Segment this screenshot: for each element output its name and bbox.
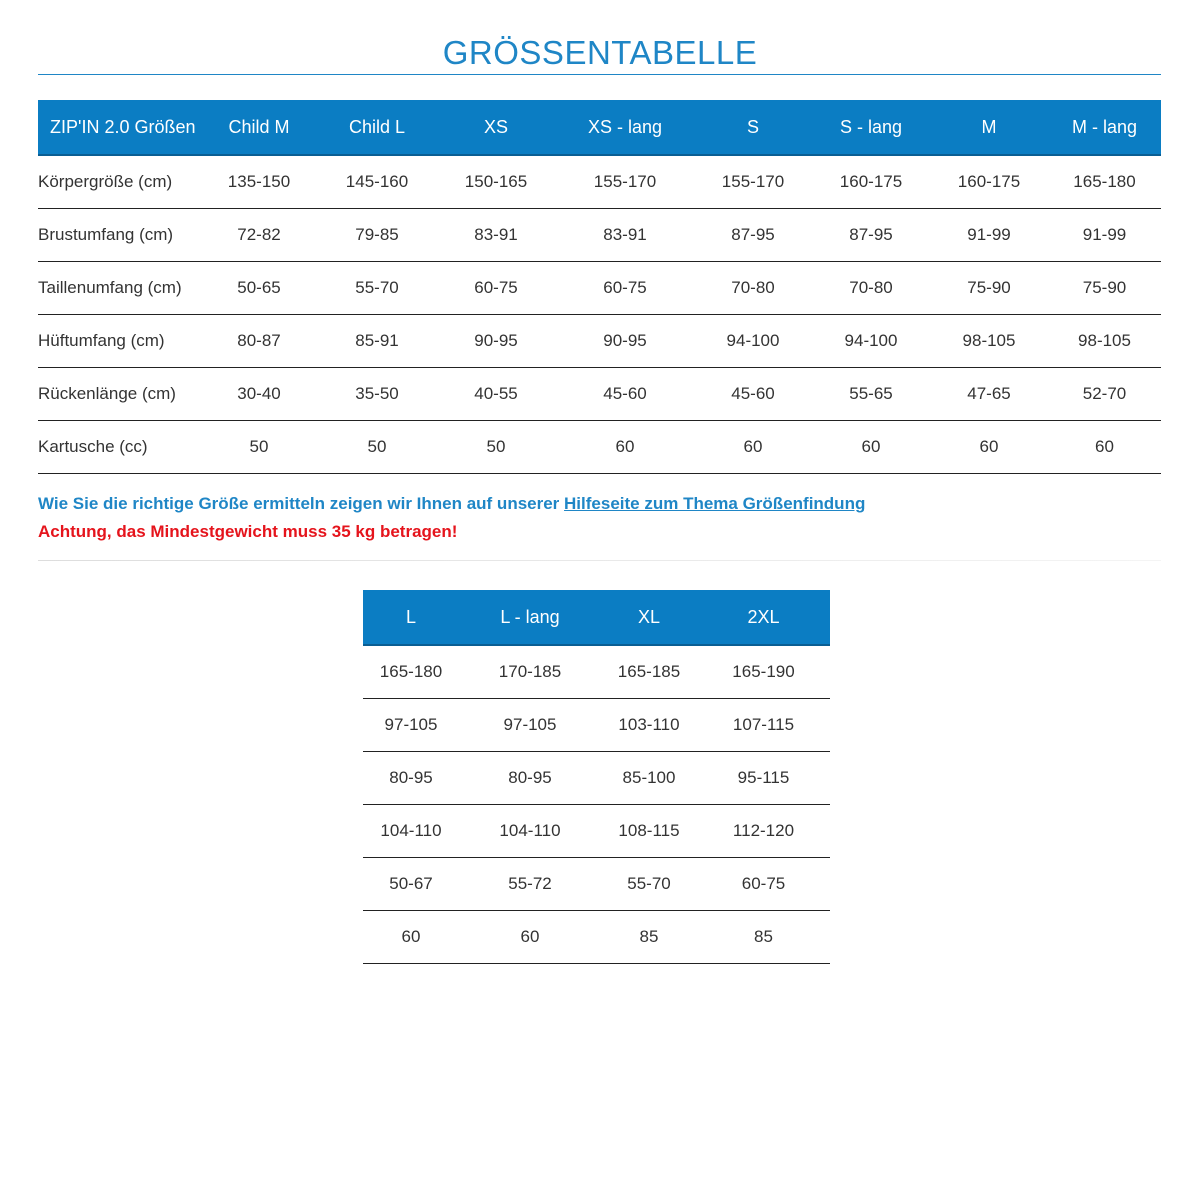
table-cell: 80-95 bbox=[459, 752, 601, 805]
table-cell: 83-91 bbox=[556, 209, 694, 262]
table-cell: 155-170 bbox=[556, 155, 694, 209]
table-cell: 112-120 bbox=[697, 805, 830, 858]
table-cell: 97-105 bbox=[459, 699, 601, 752]
table-cell: 80-87 bbox=[200, 315, 318, 368]
table-cell: 150-165 bbox=[436, 155, 556, 209]
table-cell: 60 bbox=[363, 911, 459, 964]
table-cell: 60-75 bbox=[697, 858, 830, 911]
table-cell: 35-50 bbox=[318, 368, 436, 421]
table-cell: 91-99 bbox=[930, 209, 1048, 262]
table-cell: 104-110 bbox=[459, 805, 601, 858]
table-cell: 85 bbox=[601, 911, 697, 964]
table-cell: 104-110 bbox=[363, 805, 459, 858]
header-cell: XS - lang bbox=[556, 100, 694, 155]
table-row bbox=[38, 209, 1161, 262]
page-title: GRÖSSENTABELLE bbox=[442, 34, 758, 71]
table-cell: 55-70 bbox=[601, 858, 697, 911]
table-cell: 97-105 bbox=[363, 699, 459, 752]
table-cell: 83-91 bbox=[436, 209, 556, 262]
table-cell: 60 bbox=[694, 421, 812, 474]
table-cell: 80-95 bbox=[363, 752, 459, 805]
table-row bbox=[38, 368, 1161, 421]
table-cell: 170-185 bbox=[459, 645, 601, 699]
size-table-large bbox=[363, 590, 830, 964]
table-cell: 90-95 bbox=[556, 315, 694, 368]
table-cell: 155-170 bbox=[694, 155, 812, 209]
help-text: Wie Sie die richtige Größe ermitteln zeigen wir Ihnen auf unserer bbox=[38, 494, 565, 513]
table-cell: 85-100 bbox=[601, 752, 697, 805]
table-cell: 94-100 bbox=[694, 315, 812, 368]
header-cell: M bbox=[930, 100, 1048, 155]
header-cell: L bbox=[363, 590, 459, 645]
table-cell: 87-95 bbox=[694, 209, 812, 262]
table-cell: 50-65 bbox=[200, 262, 318, 315]
header-cell: S bbox=[694, 100, 812, 155]
table-row bbox=[363, 699, 830, 752]
table-row bbox=[363, 752, 830, 805]
row-label: Brustumfang (cm) bbox=[38, 209, 200, 262]
table-cell: 75-90 bbox=[930, 262, 1048, 315]
table-cell: 45-60 bbox=[694, 368, 812, 421]
table-cell: 165-180 bbox=[1048, 155, 1161, 209]
table-cell: 135-150 bbox=[200, 155, 318, 209]
row-label: Hüftumfang (cm) bbox=[38, 315, 200, 368]
weight-warning: Achtung, das Mindestgewicht muss 35 kg betragen! bbox=[38, 522, 458, 541]
table-row bbox=[363, 911, 830, 964]
table-row bbox=[38, 155, 1161, 209]
header-cell: ZIP'IN 2.0 Größen bbox=[38, 100, 200, 155]
table-cell: 165-180 bbox=[363, 645, 459, 699]
table-row bbox=[363, 805, 830, 858]
table-cell: 95-115 bbox=[697, 752, 830, 805]
header-cell: XL bbox=[601, 590, 697, 645]
table-cell: 108-115 bbox=[601, 805, 697, 858]
help-link[interactable]: Hilfeseite zum Thema Größenfindung bbox=[564, 494, 866, 513]
header-cell: 2XL bbox=[697, 590, 830, 645]
table-cell: 87-95 bbox=[812, 209, 930, 262]
table-cell: 85-91 bbox=[318, 315, 436, 368]
table-cell: 98-105 bbox=[930, 315, 1048, 368]
header-cell: S - lang bbox=[812, 100, 930, 155]
header-cell: Child L bbox=[318, 100, 436, 155]
table-cell: 50-67 bbox=[363, 858, 459, 911]
table-cell: 70-80 bbox=[694, 262, 812, 315]
table-cell: 55-72 bbox=[459, 858, 601, 911]
table-cell: 40-55 bbox=[436, 368, 556, 421]
table-cell: 47-65 bbox=[930, 368, 1048, 421]
row-label: Taillenumfang (cm) bbox=[38, 262, 200, 315]
table-cell: 60 bbox=[556, 421, 694, 474]
table-cell: 52-70 bbox=[1048, 368, 1161, 421]
table-cell: 145-160 bbox=[318, 155, 436, 209]
row-label: Rückenlänge (cm) bbox=[38, 368, 200, 421]
table-cell: 60 bbox=[812, 421, 930, 474]
table-cell: 94-100 bbox=[812, 315, 930, 368]
row-label: Körpergröße (cm) bbox=[38, 155, 200, 209]
table-row bbox=[38, 262, 1161, 315]
table-cell: 60-75 bbox=[436, 262, 556, 315]
table-cell: 60 bbox=[1048, 421, 1161, 474]
table-cell: 72-82 bbox=[200, 209, 318, 262]
table-cell: 50 bbox=[200, 421, 318, 474]
table-cell: 45-60 bbox=[556, 368, 694, 421]
table-cell: 60-75 bbox=[556, 262, 694, 315]
table-cell: 107-115 bbox=[697, 699, 830, 752]
table-cell: 70-80 bbox=[812, 262, 930, 315]
table-cell: 165-190 bbox=[697, 645, 830, 699]
table-cell: 79-85 bbox=[318, 209, 436, 262]
table-cell: 165-185 bbox=[601, 645, 697, 699]
table-row bbox=[363, 858, 830, 911]
section-divider bbox=[38, 560, 1161, 561]
table-header-row bbox=[38, 100, 1161, 155]
table-cell: 85 bbox=[697, 911, 830, 964]
table-header-row bbox=[363, 590, 830, 645]
header-cell: XS bbox=[436, 100, 556, 155]
header-cell: M - lang bbox=[1048, 100, 1161, 155]
table-cell: 90-95 bbox=[436, 315, 556, 368]
table-cell: 50 bbox=[318, 421, 436, 474]
table-cell: 55-65 bbox=[812, 368, 930, 421]
header-cell: L - lang bbox=[459, 590, 601, 645]
table-cell: 160-175 bbox=[930, 155, 1048, 209]
table-cell: 60 bbox=[459, 911, 601, 964]
table-cell: 30-40 bbox=[200, 368, 318, 421]
table-cell: 160-175 bbox=[812, 155, 930, 209]
header-cell: Child M bbox=[200, 100, 318, 155]
table-cell: 103-110 bbox=[601, 699, 697, 752]
table-cell: 98-105 bbox=[1048, 315, 1161, 368]
help-note bbox=[38, 494, 865, 514]
table-cell: 75-90 bbox=[1048, 262, 1161, 315]
table-row bbox=[38, 421, 1161, 474]
size-table-main bbox=[38, 100, 1161, 474]
row-label: Kartusche (cc) bbox=[38, 421, 200, 474]
table-cell: 60 bbox=[930, 421, 1048, 474]
table-cell: 91-99 bbox=[1048, 209, 1161, 262]
table-row bbox=[38, 315, 1161, 368]
table-row bbox=[363, 645, 830, 699]
table-cell: 55-70 bbox=[318, 262, 436, 315]
table-cell: 50 bbox=[436, 421, 556, 474]
title-divider bbox=[38, 74, 1161, 75]
